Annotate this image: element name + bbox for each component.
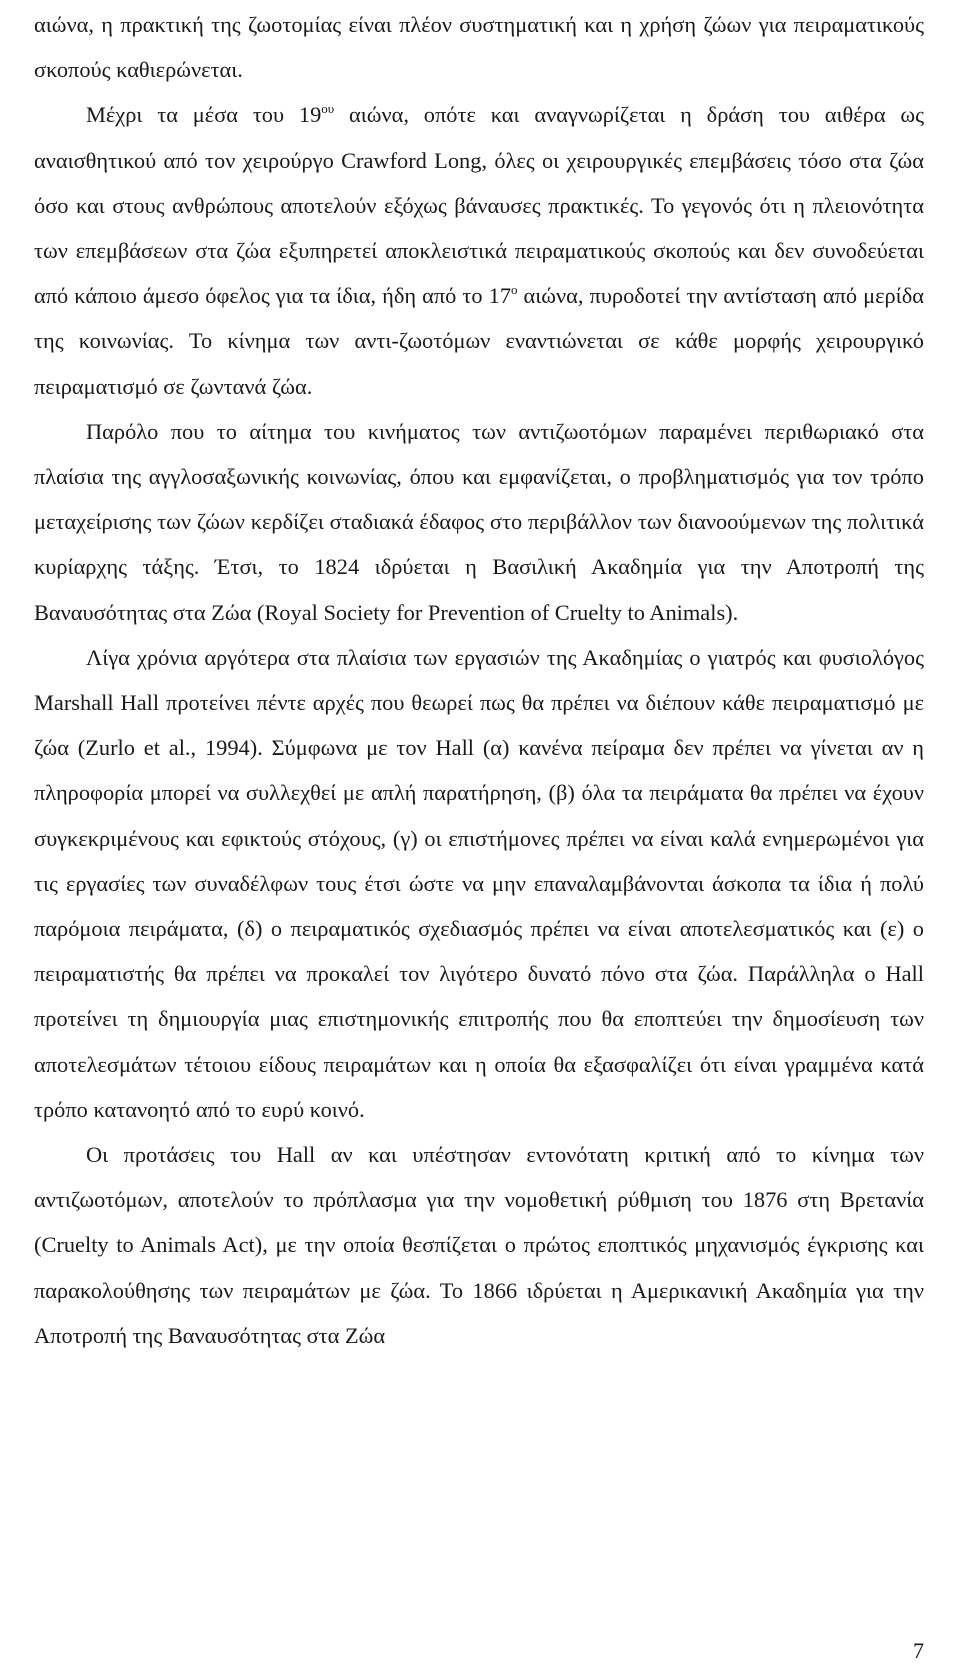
paragraph-continuation: αιώνα, η πρακτική της ζωοτομίας είναι πλέον συστηματική και η χρήση ζώων για πειραματικούς σκοπούς καθιερώνεται. bbox=[34, 12, 924, 83]
page-number: 7 bbox=[913, 1638, 924, 1663]
paragraph-hall-principles: Λίγα χρόνια αργότερα στα πλαίσια των εργασιών της Ακαδημίας ο γιατρός και φυσιολόγος Marshall Hall προτείνει πέντε αρχές που θεωρεί πως θα πρέπει να διέπουν κάθε πειραματισμό με ζώα (Zurlo et al., 1994). Σύμφωνα με τον Hall (α) κανένα πείραμα δεν πρέπει να γίνεται αν η πληροφορία μπορεί να συλλεχθεί με απλή παρατήρηση, (β) όλα τα πειράματα θα πρέπει να έχουν συγκεκριμένους και εφικτούς στόχους, (γ) οι επιστήμονες πρέπει να είναι καλά ενημερωμένοι για τις εργασίες των συναδέλφων τους έτσι ώστε να μην επαναλαμβάνονται άσκοπα τα ίδια ή πολύ παρόμοια πειράματα, (δ) ο πειραματικός σχεδιασμός πρέπει να είναι αποτελεσματικός και (ε) ο πειραματιστής θα πρέπει να προκαλεί τον λιγότερο δυνατό πόνο στα ζώα. Παράλληλα ο Hall προτείνει τη δημιουργία μιας επιστημονικής επιτροπής που θα εποπτεύει την δημοσίευση των αποτελεσμάτων τέτοιου είδους πειραμάτων και η οποία θα εξασφαλίζει ότι είναι γραμμένα κατά τρόπο κατανοητό από το ευρύ κοινό. bbox=[34, 644, 924, 1122]
body-text bbox=[34, 2, 924, 1358]
paragraph-cruelty-act: Οι προτάσεις του Hall αν και υπέστησαν εντονότατη κριτική από το κίνημα των αντιζωοτόμων, αποτελούν το πρόπλασμα για την νομοθετική ρύθμιση του 1876 στη Βρετανία (Cruelty to Animals Act), με την οποία θεσπίζεται ο πρώτος εποπτικός μηχανισμός έγκρισης και παρακολούθησης των πειραμάτων με ζώα. Το 1866 ιδρύεται η Αμερικανική Ακαδημία για την Αποτροπή της Βαναυσότητας στα Ζώα bbox=[34, 1142, 924, 1348]
paragraph-anesthesia: Μέχρι τα μέσα του $19^{o\upsilon}$ αιώνα, οπότε και αναγνωρίζεται η δράση του αιθέρα ως αναισθητικού από τον χειρούργο Crawford Long, όλες οι χειρουργικές επεμβάσεις τόσο στα ζώα όσο και στους ανθρώπους αποτελούν εξόχως βάναυσες πρακτικές. Το γεγονός ότι η πλειονότητα των επεμβάσεων στα ζώα εξυπηρετεί αποκλειστικά πειραματικούς σκοπούς και δεν συνοδεύεται από κάποιο άμεσο όφελος για τα ίδια, ήδη από το $17^o$ αιώνα, πυροδοτεί την αντίσταση από μερίδα της κοινωνίας. Το κίνημα των αντι-ζωοτόμων εναντιώνεται σε κάθε μορφής χειρουργικό πειραματισμό σε ζωντανά ζώα. bbox=[34, 101, 924, 399]
paragraph-rspca: Παρόλο που το αίτημα του κινήματος των αντιζωοτόμων παραμένει περιθωριακό στα πλαίσια της αγγλοσαξωνικής κοινωνίας, όπου και εμφανίζεται, ο προβληματισμός για τον τρόπο μεταχείρισης των ζώων κερδίζει σταδιακά έδαφος στο περιβάλλον των διανοούμενων της πολιτικά κυρίαρχης τάξης. Έτσι, το 1824 ιδρύεται η Βασιλική Ακαδημία για την Αποτροπή της Βαναυσότητας στα Ζώα (Royal Society for Prevention of Cruelty to Animals). bbox=[34, 418, 924, 625]
